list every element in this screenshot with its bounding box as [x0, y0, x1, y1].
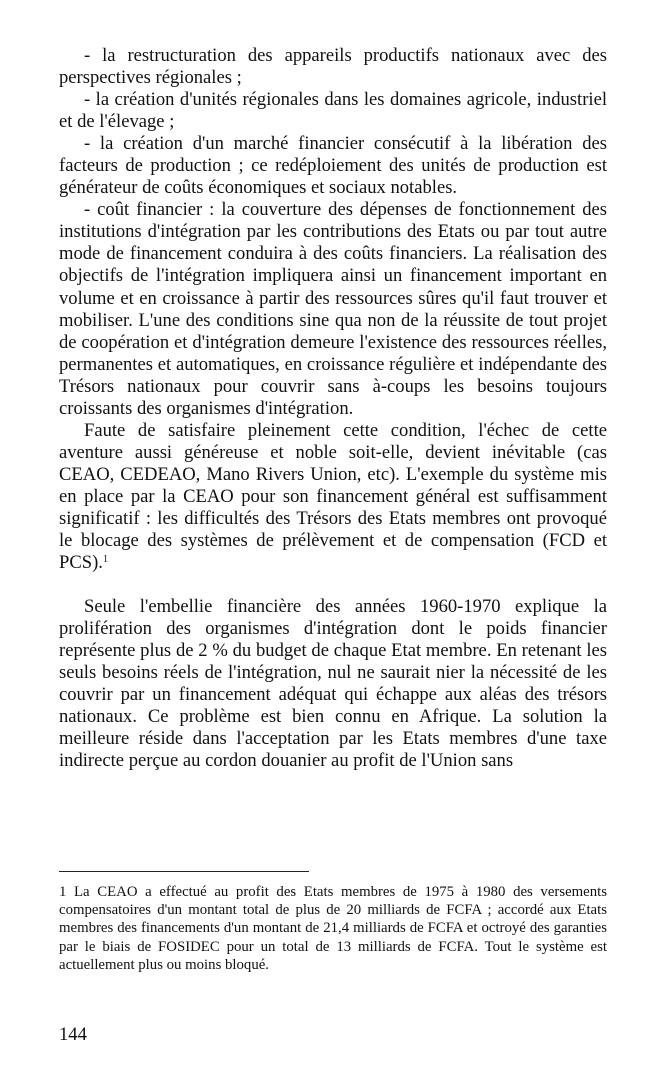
page-number: 144 [59, 1024, 87, 1045]
paragraph-cout-financier: - coût financier : la couverture des dépenses de fonctionnement des institutions d'intégration par les contributions des Etats ou par tout autre mode de financement conduira à des coûts financiers. La réalisation des objectifs de l'intégration impliquera ainsi un financement important en volume et en croissance à partir des ressources sûres qu'il faut trouver et mobiliser. L'une des conditions sine qua non de la réussite de tout projet de coopération et d'intégration demeure l'existence des ressources réelles, permanentes et automatiques, en croissance régulière et indépendante des Trésors nationaux pour couvrir sans à-coups les besoins toujours croissants des organismes d'intégration. [59, 199, 607, 419]
paragraph-spacer [59, 574, 607, 596]
footnote: 1 La CEAO a effectué au profit des Etats membres de 1975 à 1980 des versements compensatoires d'un montant total de plus de 20 milliards de FCFA ; accordé aux Etats membres des financements d'un montant de 21,4 milliards de FCFA et octroyé des garanties par le biais de FOSIDEC pour un total de 13 milliards de FCFA. Tout le système est actuellement plus ou moins bloqué. [59, 884, 607, 973]
paragraph-faute-text: Faute de satisfaire pleinement cette condition, l'échec de cette aventure aussi généreuse et noble soit-elle, devient inévitable (cas CEAO, CEDEAO, Mano Rivers Union, etc). L'exemple du système mis en place par la CEAO pour son financement général est suffisamment significatif : les difficultés des Trésors des Etats membres ont provoqué le blocage des systèmes de prélèvement et de compensation (FCD et PCS). [59, 419, 607, 574]
paragraph-restructuration: - la restructuration des appareils productifs nationaux avec des perspectives régionales ; [59, 45, 607, 89]
paragraph-marche-financier: - la création d'un marché financier consécutif à la libération des facteurs de production ; ce redéploiement des unités de production est générateur de coûts économiques et sociaux notables. [59, 133, 607, 199]
page-body [59, 45, 607, 773]
paragraph-faute-de-satisfaire [59, 420, 607, 574]
paragraph-unites-regionales: - la création d'unités régionales dans les domaines agricole, industriel et de l'élevage ; [59, 89, 607, 133]
footnote-reference: 1 [102, 554, 108, 566]
footnote-divider [59, 871, 309, 872]
paragraph-embellie-financiere: Seule l'embellie financière des années 1960-1970 explique la prolifération des organismes d'intégration dont le poids financier représente plus de 2 % du budget de chaque Etat membre. En retenant les seuls besoins réels de l'intégration, nul ne saurait nier la nécessité de les couvrir par un financement adéquat qui échappe aux aléas des trésors nationaux. Ce problème est bien connu en Afrique. La solution la meilleure réside dans l'acceptation par les Etats membres d'une taxe indirecte perçue au cordon douanier au profit de l'Union sans [59, 596, 607, 772]
